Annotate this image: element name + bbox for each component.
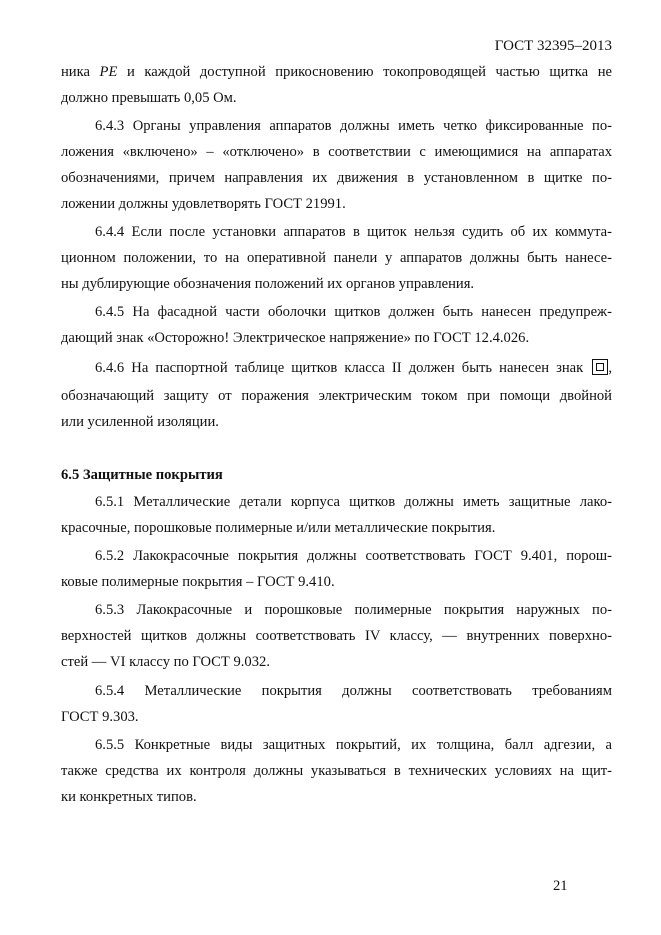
paragraph-line: должно превышать 0,05 Ом.	[61, 90, 237, 106]
class-ii-double-insulation-icon	[592, 359, 608, 375]
paragraph-line: или усиленной изоляции.	[61, 414, 219, 430]
paragraph-line: ложении должны удовлетворять ГОСТ 21991.	[61, 196, 346, 212]
paragraph-line: ложения «включено» – «отключено» в соответствии с имеющимися на аппаратах	[61, 144, 612, 160]
paragraph-line: обозначениями, причем направления их движения в установленном в щитке по-	[61, 170, 612, 186]
paragraph-line: дающий знак «Осторожно! Электрическое напряжение» по ГОСТ 12.4.026.	[61, 330, 530, 346]
paragraph-line: ковые полимерные покрытия – ГОСТ 9.410.	[61, 574, 335, 590]
standard-code: ГОСТ 32395–2013	[494, 38, 612, 54]
paragraph-line: ны дублирующие обозначения положений их органов управления.	[61, 276, 475, 292]
clause-6-5-2: 6.5.2 Лакокрасочные покрытия должны соответствовать ГОСТ 9.401, порош-	[95, 548, 612, 564]
paragraph-line: стей — VI классу по ГОСТ 9.032.	[61, 654, 270, 670]
paragraph-line: ки конкретных типов.	[61, 789, 197, 805]
clause-6-5-4: 6.5.4 Металлические покрытия должны соответствовать требованиям	[95, 683, 612, 699]
paragraph-line: также средства их контроля должны указываться в технических условиях на щит-	[61, 763, 612, 779]
clause-6-4-6: 6.4.6 На паспортной таблице щитков класса II должен быть нанесен знак ,	[95, 360, 612, 376]
clause-6-5-5: 6.5.5 Конкретные виды защитных покрытий, их толщина, балл адгезии, а	[95, 737, 612, 753]
clause-6-4-4: 6.4.4 Если после установки аппаратов в щиток нельзя судить об их коммута-	[95, 224, 612, 240]
clause-6-4-3: 6.4.3 Органы управления аппаратов должны иметь четко фиксированные по-	[95, 118, 612, 134]
paragraph-line: ционном положении, то на оперативной панели у аппаратов должны быть нанесе-	[61, 250, 612, 266]
paragraph-line: обозначающий защиту от поражения электрическим током при помощи двойной	[61, 388, 612, 404]
page-number: 21	[553, 878, 568, 894]
clause-6-4-5: 6.4.5 На фасадной части оболочки щитков должен быть нанесен предупреж-	[95, 304, 612, 320]
clause-6-5-3: 6.5.3 Лакокрасочные и порошковые полимерные покрытия наружных по-	[95, 602, 612, 618]
paragraph-line: красочные, порошковые полимерные и/или металлические покрытия.	[61, 520, 496, 536]
paragraph-line: верхностей щитков должны соответствовать IV классу, — внутренних поверхно-	[61, 628, 612, 644]
clause-6-5-1: 6.5.1 Металлические детали корпуса щитков должны иметь защитные лако-	[95, 494, 612, 510]
paragraph-line: ника PE и каждой доступной прикосновению токопроводящей частью щитка не	[61, 64, 612, 80]
pe-symbol: PE	[99, 64, 118, 80]
paragraph-line: ГОСТ 9.303.	[61, 709, 139, 725]
section-heading: 6.5 Защитные покрытия	[61, 467, 223, 483]
